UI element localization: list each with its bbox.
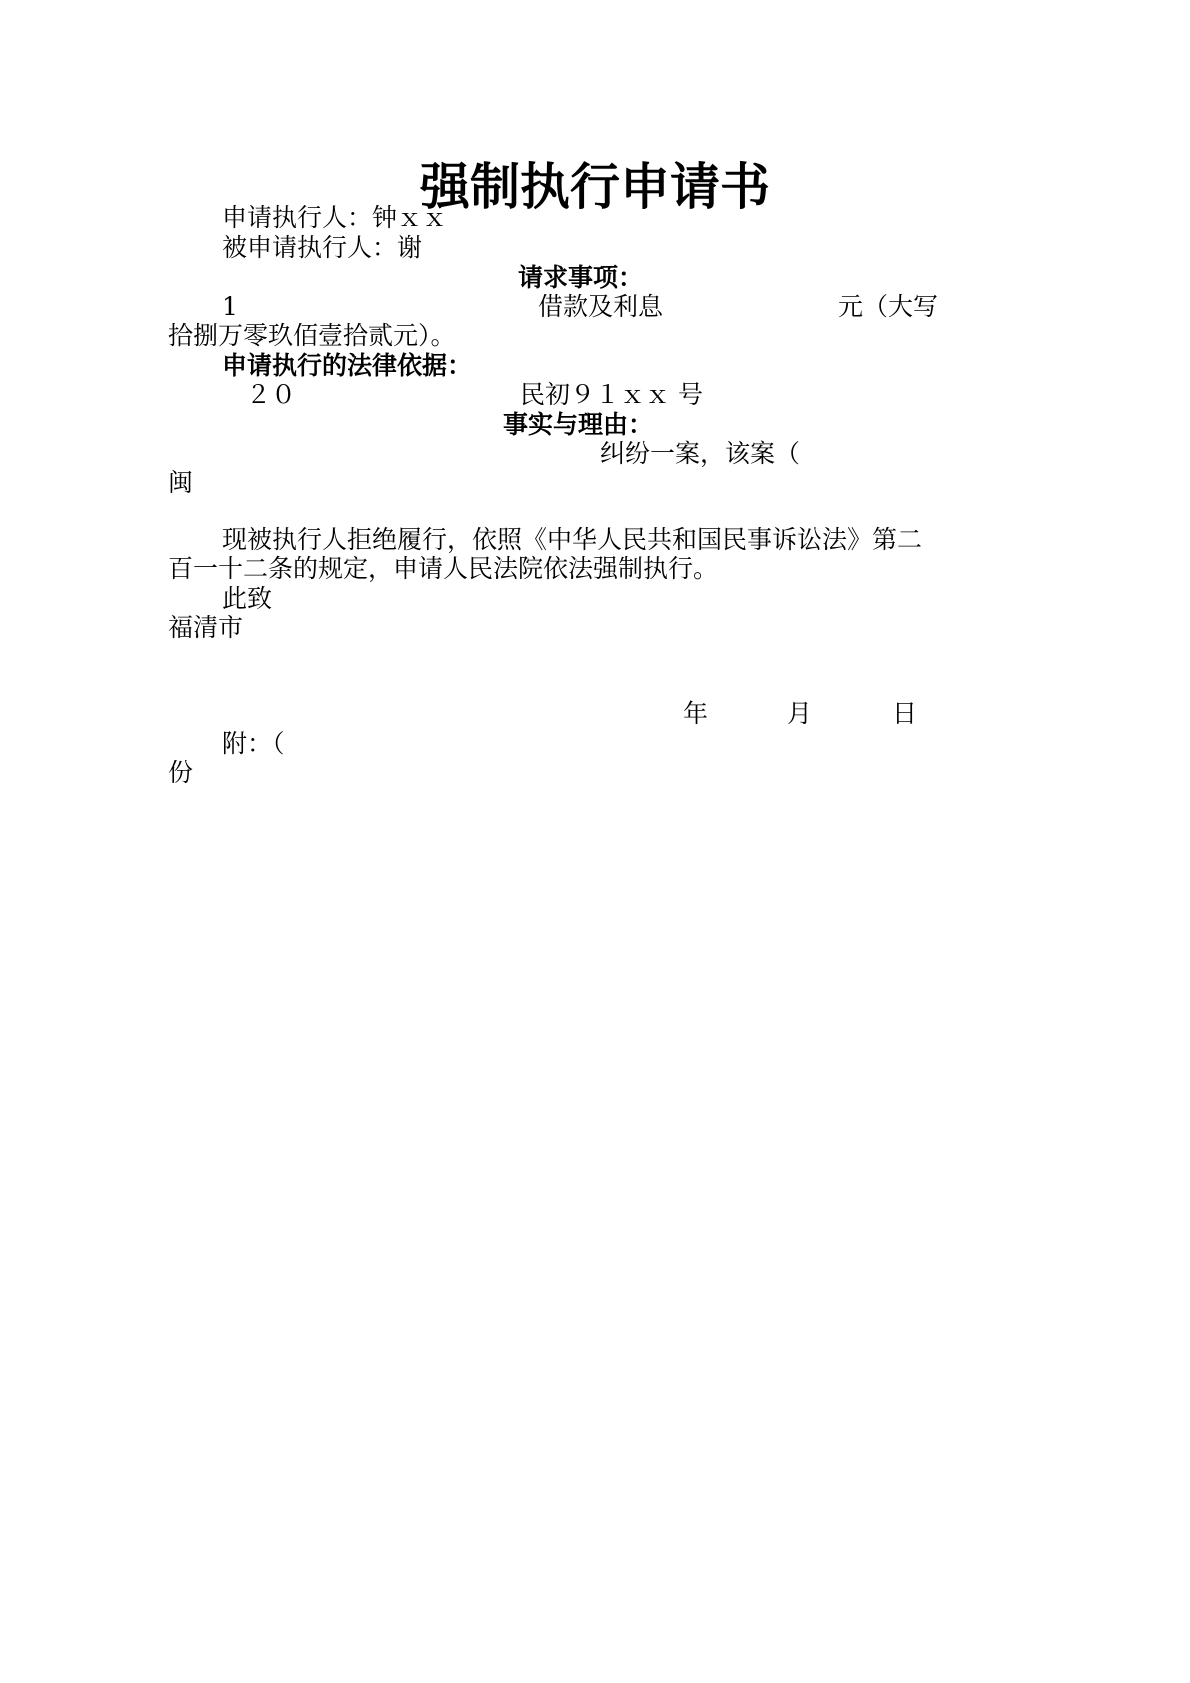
facts-text: 纠纷一案，该案（ <box>600 439 801 468</box>
claim-unit: 元（大写 <box>838 292 939 321</box>
claim-amount-caps: 拾捌万零玖佰壹拾贰元）。 <box>168 321 456 350</box>
basis-case-number: 民初９１ｘｘ 号 <box>520 380 703 409</box>
basis-heading: 申请执行的法律依据： <box>222 351 473 380</box>
claims-heading: 请求事项： <box>518 263 644 292</box>
attachment-line: 附：（ <box>222 729 285 758</box>
respondent-line: 被申请执行人：谢 <box>222 233 423 262</box>
facts-heading: 事实与理由： <box>503 410 654 439</box>
refusal-line-1: 现被执行人拒绝履行，依照《中华人民共和国民事诉讼法》第二 <box>222 525 923 554</box>
claim-number: 1 <box>222 292 238 321</box>
court-name: 福清市 <box>168 613 244 642</box>
facts-court-prefix: 闽 <box>168 468 194 497</box>
refusal-line-2: 百一十二条的规定，申请人民法院依法强制执行。 <box>168 554 719 583</box>
date-month: 月 <box>787 699 813 728</box>
basis-year: ２０ <box>246 380 297 409</box>
attachment-unit: 份 <box>168 758 194 787</box>
document-title: 强制执行申请书 <box>420 157 770 216</box>
applicant-line: 申请执行人：钟ｘｘ <box>222 203 448 232</box>
date-year: 年 <box>683 699 709 728</box>
date-day: 日 <box>892 699 918 728</box>
claim-text: 借款及利息 <box>538 292 664 321</box>
salutation: 此致 <box>222 584 273 613</box>
